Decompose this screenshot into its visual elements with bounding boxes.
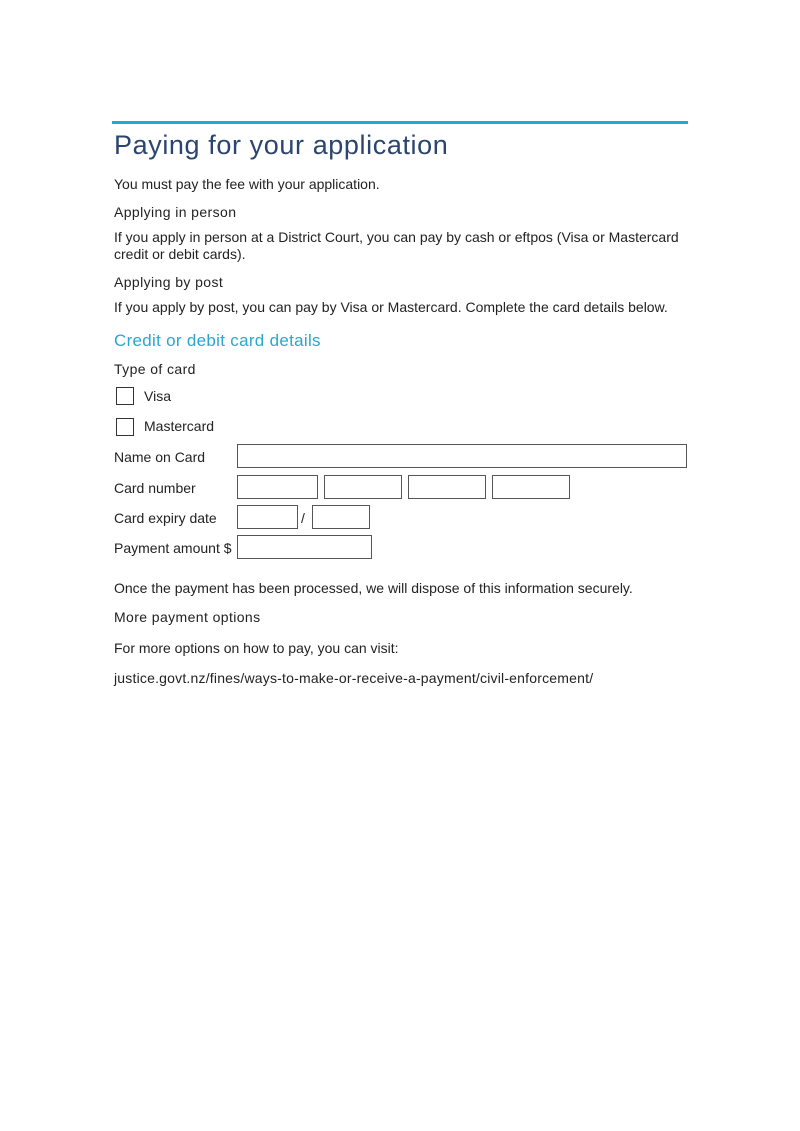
expiry-month-field[interactable] [237, 505, 298, 529]
expiry-year-field[interactable] [312, 505, 370, 529]
payment-options-link[interactable]: justice.govt.nz/fines/ways-to-make-or-receive-a-payment/civil-enforcement/ [114, 670, 594, 686]
more-options-heading: More payment options [114, 609, 261, 625]
by-post-text: If you apply by post, you can pay by Visa or Mastercard. Complete the card details below. [114, 299, 668, 315]
by-post-heading: Applying by post [114, 274, 224, 290]
card-details-heading: Credit or debit card details [114, 331, 321, 350]
dispose-note: Once the payment has been processed, we will dispose of this information securely. [114, 580, 633, 596]
name-on-card-label: Name on Card [114, 449, 206, 465]
intro-text: You must pay the fee with your application. [114, 176, 380, 192]
card-number-label: Card number [114, 480, 196, 496]
visa-label: Visa [144, 388, 171, 404]
mastercard-label: Mastercard [144, 418, 215, 434]
card-number-field-1[interactable] [237, 475, 318, 499]
more-options-text: For more options on how to pay, you can visit: [114, 640, 399, 656]
expiry-separator: / [301, 510, 305, 526]
payment-amount-field[interactable] [237, 535, 372, 559]
mastercard-checkbox[interactable] [116, 418, 134, 436]
in-person-text-2: credit or debit cards). [114, 246, 246, 262]
card-expiry-label: Card expiry date [114, 510, 217, 526]
card-number-field-2[interactable] [324, 475, 402, 499]
card-number-field-3[interactable] [408, 475, 486, 499]
card-type-label: Type of card [114, 361, 196, 377]
card-number-field-4[interactable] [492, 475, 570, 499]
payment-amount-label: Payment amount $ [114, 540, 232, 556]
header-rule [112, 121, 688, 124]
visa-checkbox[interactable] [116, 387, 134, 405]
in-person-heading: Applying in person [114, 204, 237, 220]
in-person-text-1: If you apply in person at a District Court, you can pay by cash or eftpos (Visa or Mastercard [114, 229, 679, 245]
name-on-card-field[interactable] [237, 444, 687, 468]
page-title: Paying for your application [114, 130, 449, 160]
